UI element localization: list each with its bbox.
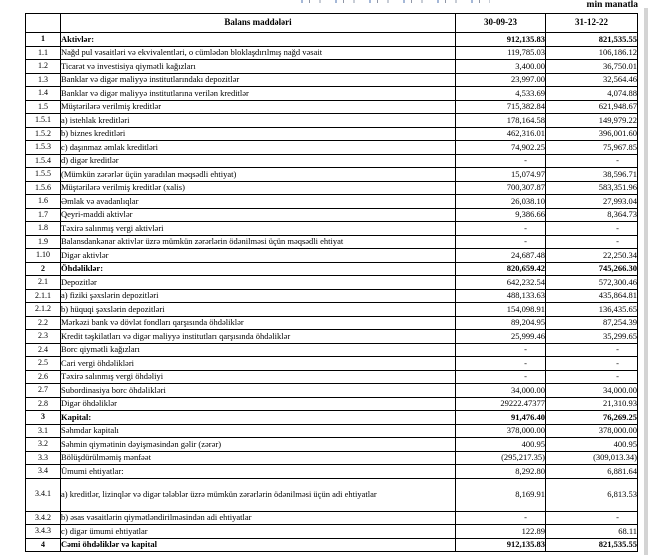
row-value-1-cell: 715,382.84 <box>456 100 546 114</box>
row-number-cell: 3.4.1 <box>26 478 61 511</box>
table-row <box>26 357 638 371</box>
table-row <box>26 262 638 276</box>
table-header-row <box>26 14 638 33</box>
row-number-cell: 2.5 <box>26 357 61 371</box>
row-name-cell: Səhmin qiymətinin dəyişməsindən gəlir (zərər) <box>61 438 456 452</box>
row-number-cell: 2.2 <box>26 316 61 330</box>
header-number-cell <box>26 14 61 33</box>
row-value-2-cell: - <box>546 343 638 357</box>
row-value-1-cell: 9,386.66 <box>456 208 546 222</box>
row-value-1-cell: 29222.47377 <box>456 397 546 411</box>
row-value-1-cell: 912,135.83 <box>456 33 546 47</box>
row-value-1-cell: 25,999.46 <box>456 330 546 344</box>
row-name-cell: Mərkəzi bank və dövlət fondları qarşısında öhdəliklər <box>61 316 456 330</box>
table-row <box>26 451 638 465</box>
row-value-1-cell: - <box>456 222 546 236</box>
table-row <box>26 276 638 290</box>
row-value-1-cell: 462,316.01 <box>456 127 546 141</box>
table-row <box>26 127 638 141</box>
table-row <box>26 87 638 101</box>
row-number-cell: 2.4 <box>26 343 61 357</box>
row-number-cell: 3.4.2 <box>26 511 61 525</box>
table-row <box>26 511 638 525</box>
row-number-cell: 2.1 <box>26 276 61 290</box>
row-number-cell: 1.2 <box>26 60 61 74</box>
row-name-cell: Bölüşdürülməmiş mənfəət <box>61 451 456 465</box>
row-value-2-cell: 68.11 <box>546 525 638 539</box>
row-number-cell: 2.1.2 <box>26 303 61 317</box>
row-number-cell: 1.4 <box>26 87 61 101</box>
row-value-1-cell: 154,098.91 <box>456 303 546 317</box>
row-value-2-cell: - <box>546 235 638 249</box>
row-name-cell: b) biznes kreditləri <box>61 127 456 141</box>
row-value-2-cell: 821,535.55 <box>546 538 638 552</box>
row-number-cell: 3.3 <box>26 451 61 465</box>
row-value-1-cell: 89,204.95 <box>456 316 546 330</box>
row-value-1-cell: 378,000.00 <box>456 424 546 438</box>
table-row <box>26 411 638 425</box>
row-value-1-cell: 3,400.00 <box>456 60 546 74</box>
row-number-cell: 2.3 <box>26 330 61 344</box>
row-value-1-cell: 178,164.58 <box>456 114 546 128</box>
table-row <box>26 33 638 47</box>
row-name-cell: a) istehlak kreditləri <box>61 114 456 128</box>
row-name-cell: (Mümkün zərərlər üçün yaradılan məqsədli ehtiyat) <box>61 168 456 182</box>
row-value-1-cell: - <box>456 357 546 371</box>
table-row <box>26 73 638 87</box>
row-value-2-cell: 32,564.46 <box>546 73 638 87</box>
row-name-cell: Səhmdar kapitalı <box>61 424 456 438</box>
row-number-cell: 2.8 <box>26 397 61 411</box>
row-number-cell: 2.7 <box>26 384 61 398</box>
row-name-cell: Cari vergi öhdəlikləri <box>61 357 456 371</box>
row-name-cell: Qeyri-maddi aktivlər <box>61 208 456 222</box>
table-row <box>26 114 638 128</box>
row-value-1-cell: - <box>456 511 546 525</box>
row-value-2-cell: 38,596.71 <box>546 168 638 182</box>
row-value-1-cell: - <box>456 235 546 249</box>
row-name-cell: Əmlak və avadanlıqlar <box>61 195 456 209</box>
table-row <box>26 438 638 452</box>
row-value-1-cell: 122.89 <box>456 525 546 539</box>
table-row <box>26 370 638 384</box>
row-value-1-cell: 642,232.54 <box>456 276 546 290</box>
header-col2-cell: 31-12-22 <box>546 14 638 33</box>
row-value-2-cell: 87,254.39 <box>546 316 638 330</box>
row-name-cell: a) fiziki şəxslərin depozitləri <box>61 289 456 303</box>
row-value-2-cell: 75,967.85 <box>546 141 638 155</box>
row-number-cell: 1.1 <box>26 46 61 60</box>
row-value-1-cell: 91,476.40 <box>456 411 546 425</box>
row-value-2-cell: 6,881.64 <box>546 465 638 479</box>
row-name-cell: Müştərilərə verilmiş kreditlər <box>61 100 456 114</box>
row-name-cell: b) hüquqi şəxslərin depozitləri <box>61 303 456 317</box>
row-number-cell: 3 <box>26 411 61 425</box>
row-name-cell: c) digər ümumi ehtiyatlar <box>61 525 456 539</box>
table-row <box>26 208 638 222</box>
row-value-2-cell: 745,266.30 <box>546 262 638 276</box>
row-value-2-cell: 821,535.55 <box>546 33 638 47</box>
row-value-1-cell: 488,133.63 <box>456 289 546 303</box>
row-name-cell: Təxirə salınmış vergi aktivləri <box>61 222 456 236</box>
table-row <box>26 181 638 195</box>
table-row <box>26 397 638 411</box>
row-number-cell: 1.7 <box>26 208 61 222</box>
row-number-cell: 4 <box>26 538 61 552</box>
table-row <box>26 289 638 303</box>
row-number-cell: 1.5.3 <box>26 141 61 155</box>
row-value-2-cell: - <box>546 357 638 371</box>
row-value-2-cell: 378,000.00 <box>546 424 638 438</box>
table-row <box>26 330 638 344</box>
row-value-1-cell: 26,038.10 <box>456 195 546 209</box>
row-number-cell: 1.5 <box>26 100 61 114</box>
table-row <box>26 249 638 263</box>
row-value-2-cell: 34,000.00 <box>546 384 638 398</box>
page-right-edge <box>644 8 648 555</box>
row-name-cell: Kredit təşkilatları və digər maliyyə institutları qarşısında öhdəliklər <box>61 330 456 344</box>
row-value-2-cell: - <box>546 222 638 236</box>
row-value-2-cell: 583,351.96 <box>546 181 638 195</box>
row-name-cell: Banklar və digər maliyyə institutlarındakı depozitlər <box>61 73 456 87</box>
table-row <box>26 235 638 249</box>
row-number-cell: 1.8 <box>26 222 61 236</box>
row-number-cell: 1.5.2 <box>26 127 61 141</box>
row-name-cell: Aktivlər: <box>61 33 456 47</box>
row-name-cell: Kapital: <box>61 411 456 425</box>
row-value-1-cell: - <box>456 343 546 357</box>
table-row <box>26 424 638 438</box>
row-value-1-cell: 8,292.80 <box>456 465 546 479</box>
row-name-cell: c) daşınmaz əmlak kreditləri <box>61 141 456 155</box>
row-name-cell: Cəmi öhdəliklər və kapital <box>61 538 456 552</box>
row-value-2-cell: 136,435.65 <box>546 303 638 317</box>
row-number-cell: 1 <box>26 33 61 47</box>
table-row <box>26 168 638 182</box>
row-name-cell: Banklar və digər maliyyə institutlarına verilən kreditlər <box>61 87 456 101</box>
row-value-1-cell: 820,659.42 <box>456 262 546 276</box>
row-number-cell: 1.6 <box>26 195 61 209</box>
row-name-cell: a) kreditlər, lizinqlər və digər tələblər üzrə mümkün zərərlərin ödənilməsi üçün adi ehtiyatlar <box>61 478 456 511</box>
table-row <box>26 46 638 60</box>
header-col1-cell: 30-09-23 <box>456 14 546 33</box>
row-value-2-cell: 27,993.04 <box>546 195 638 209</box>
row-value-2-cell: 21,310.93 <box>546 397 638 411</box>
row-value-2-cell: 400.95 <box>546 438 638 452</box>
row-name-cell: Ticarət və investisiya qiymətli kağızları <box>61 60 456 74</box>
row-name-cell: d) digər kreditlər <box>61 154 456 168</box>
row-value-2-cell: - <box>546 511 638 525</box>
row-value-2-cell: 36,750.01 <box>546 60 638 74</box>
table-row <box>26 195 638 209</box>
row-value-2-cell: 149,979.22 <box>546 114 638 128</box>
table-row <box>26 525 638 539</box>
row-number-cell: 2.6 <box>26 370 61 384</box>
row-value-2-cell: - <box>546 370 638 384</box>
row-number-cell: 3.2 <box>26 438 61 452</box>
row-name-cell: Digər öhdəliklər <box>61 397 456 411</box>
row-value-2-cell: - <box>546 154 638 168</box>
row-number-cell: 2.1.1 <box>26 289 61 303</box>
row-number-cell: 2 <box>26 262 61 276</box>
row-number-cell: 3.4.3 <box>26 525 61 539</box>
row-name-cell: Nağd pul vəsaitləri və ekvivalentləri, o cümlədən bloklaşdırılmış nağd vəsait <box>61 46 456 60</box>
row-value-1-cell: 400.95 <box>456 438 546 452</box>
table-row <box>26 343 638 357</box>
table-row <box>26 222 638 236</box>
row-value-2-cell: 435,864.81 <box>546 289 638 303</box>
table-row <box>26 60 638 74</box>
table-row <box>26 303 638 317</box>
row-value-1-cell: 15,074.97 <box>456 168 546 182</box>
row-name-cell: Depozitlər <box>61 276 456 290</box>
balance-table-body <box>26 33 638 552</box>
row-value-2-cell: 8,364.73 <box>546 208 638 222</box>
row-value-1-cell: 700,307.87 <box>456 181 546 195</box>
row-value-2-cell: 6,813.53 <box>546 478 638 511</box>
row-value-1-cell: - <box>456 154 546 168</box>
row-name-cell: b) əsas vəsaitlərin qiymətləndirilməsindən adi ehtiyatlar <box>61 511 456 525</box>
row-name-cell: Müştərilərə verilmiş kreditlər (xalis) <box>61 181 456 195</box>
row-name-cell: Təxirə salınmış vergi öhdəliyi <box>61 370 456 384</box>
row-number-cell: 1.5.1 <box>26 114 61 128</box>
row-value-1-cell: (295,217.35) <box>456 451 546 465</box>
row-value-1-cell: 912,135.83 <box>456 538 546 552</box>
table-row <box>26 465 638 479</box>
row-value-1-cell: 8,169.91 <box>456 478 546 511</box>
row-name-cell: Digər aktivlər <box>61 249 456 263</box>
row-name-cell: Subordinasiya borc öhdəlikləri <box>61 384 456 398</box>
row-value-2-cell: (309,013.34) <box>546 451 638 465</box>
row-number-cell: 1.5.5 <box>26 168 61 182</box>
row-number-cell: 1.5.4 <box>26 154 61 168</box>
row-number-cell: 3.1 <box>26 424 61 438</box>
balance-sheet-table <box>25 13 638 552</box>
table-row <box>26 384 638 398</box>
row-number-cell: 1.10 <box>26 249 61 263</box>
row-value-2-cell: 621,948.67 <box>546 100 638 114</box>
clipped-title-fragment <box>295 0 490 3</box>
row-name-cell: Borc qiymətli kağızları <box>61 343 456 357</box>
row-value-1-cell: - <box>456 370 546 384</box>
row-value-1-cell: 34,000.00 <box>456 384 546 398</box>
row-value-1-cell: 24,687.48 <box>456 249 546 263</box>
row-name-cell: Ümumi ehtiyatlar: <box>61 465 456 479</box>
row-value-1-cell: 4,533.69 <box>456 87 546 101</box>
row-value-2-cell: 22,250.34 <box>546 249 638 263</box>
row-value-2-cell: 572,300.46 <box>546 276 638 290</box>
row-value-2-cell: 106,186.12 <box>546 46 638 60</box>
row-value-2-cell: 35,299.65 <box>546 330 638 344</box>
unit-label: min manatla <box>586 0 638 10</box>
table-row <box>26 316 638 330</box>
row-value-2-cell: 396,001.60 <box>546 127 638 141</box>
row-value-1-cell: 119,785.03 <box>456 46 546 60</box>
table-row <box>26 141 638 155</box>
table-row <box>26 100 638 114</box>
row-value-2-cell: 4,074.88 <box>546 87 638 101</box>
row-number-cell: 3.4 <box>26 465 61 479</box>
row-value-1-cell: 23,997.00 <box>456 73 546 87</box>
row-number-cell: 1.3 <box>26 73 61 87</box>
row-name-cell: Öhdəliklər: <box>61 262 456 276</box>
row-number-cell: 1.5.6 <box>26 181 61 195</box>
table-row <box>26 154 638 168</box>
row-number-cell: 1.9 <box>26 235 61 249</box>
row-name-cell: Balansdankənar aktivlər üzrə mümkün zərərlərin ödənilməsi üçün məqsədli ehtiyat <box>61 235 456 249</box>
row-value-2-cell: 76,269.25 <box>546 411 638 425</box>
table-row <box>26 538 638 552</box>
table-row <box>26 478 638 511</box>
header-name-cell: Balans maddələri <box>61 14 456 33</box>
row-value-1-cell: 74,902.25 <box>456 141 546 155</box>
